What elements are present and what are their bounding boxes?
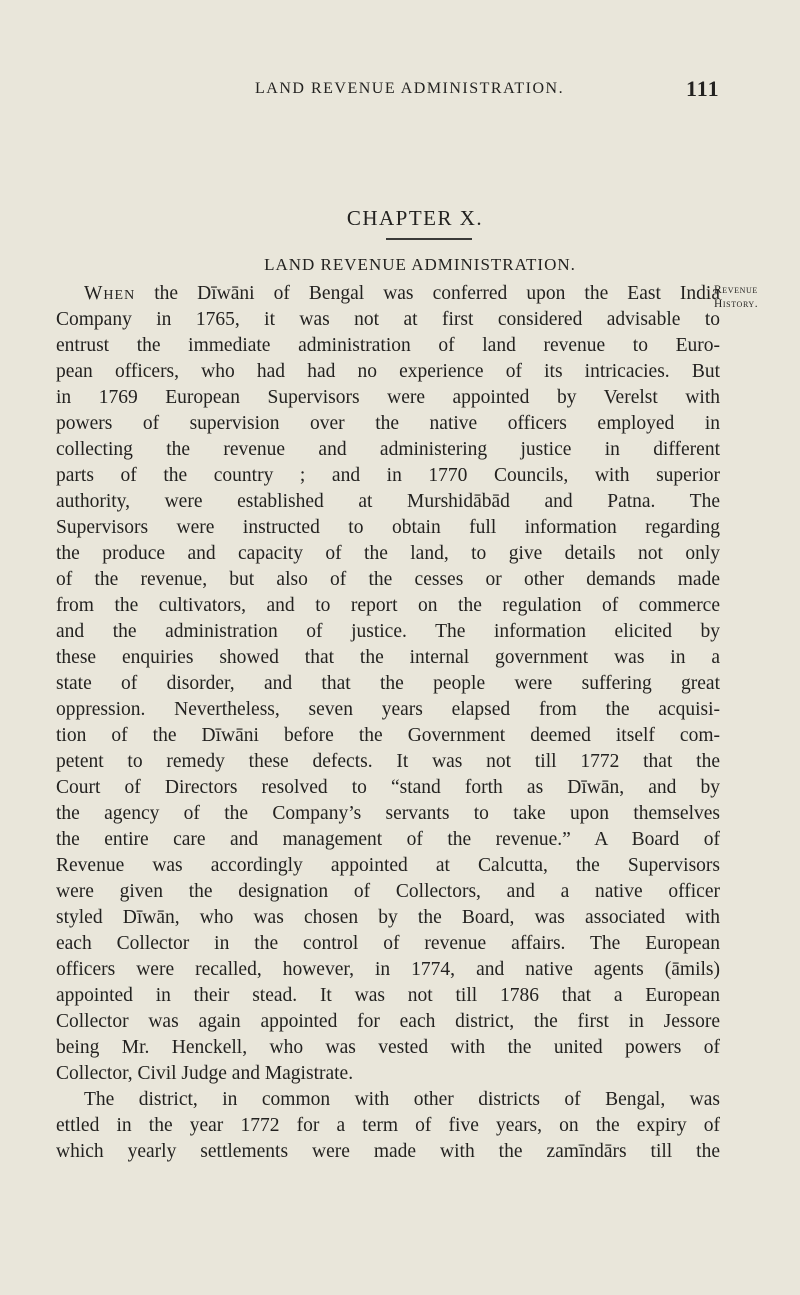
paragraph-line: styled Dīwān, who was chosen by the Board, was associated with — [56, 907, 720, 928]
margin-note-line: Revenue — [714, 284, 758, 296]
paragraph-line: and the administration of justice. The information elicited by — [56, 621, 720, 642]
paragraph-line — [56, 281, 720, 307]
paragraph-line: pean officers, who had had no experience of its intricacies. But — [56, 361, 720, 382]
paragraph-line: entrust the immediate administration of land revenue to Euro- — [56, 335, 720, 356]
paragraph-line: from the cultivators, and to report on the regulation of commerce — [56, 595, 720, 616]
paragraph-line: Company in 1765, it was not at first considered advisable to — [56, 309, 720, 330]
chapter-title: CHAPTER X. — [346, 206, 484, 230]
paragraph-line: the produce and capacity of the land, to give details not only — [56, 543, 720, 564]
body-text — [56, 281, 720, 1165]
paragraph-1 — [56, 281, 720, 1087]
page-number: 111 — [686, 76, 720, 101]
paragraph-line: these enquiries showed that the internal government was in a — [56, 647, 720, 668]
paragraph-line: of the revenue, but also of the cesses or other demands made — [56, 569, 720, 590]
running-head: LAND REVENUE ADMINISTRATION. — [255, 80, 565, 97]
paragraph-line: collecting the revenue and administering justice in different — [56, 439, 720, 460]
section-title: LAND REVENUE ADMINISTRATION. — [264, 255, 576, 274]
paragraph-line: Collector, Civil Judge and Magistrate. — [56, 1063, 354, 1084]
paragraph-line: were given the designation of Collectors, and a native officer — [56, 881, 720, 902]
paragraph-2 — [56, 1087, 720, 1165]
margin-note — [714, 283, 796, 311]
paragraph-line: The district, in common with other districts of Bengal, was — [84, 1089, 720, 1110]
opening-word: When — [84, 283, 136, 304]
paragraph-line: oppression. Nevertheless, seven years elapsed from the acquisi- — [56, 699, 720, 720]
paragraph-line: ettled in the year 1772 for a term of five years, on the expiry of — [56, 1115, 720, 1136]
paragraph-line: officers were recalled, however, in 1774, and native agents (āmils) — [56, 959, 720, 980]
margin-note-line: History. — [714, 298, 759, 310]
paragraph-line: tion of the Dīwāni before the Government deemed itself com- — [56, 725, 720, 746]
paragraph-line: authority, were established at Murshidābād and Patna. The — [56, 491, 720, 512]
paragraph-line: Revenue was accordingly appointed at Calcutta, the Supervisors — [56, 855, 720, 876]
paragraph-line: state of disorder, and that the people were suffering great — [56, 673, 720, 694]
paragraph-line: Collector was again appointed for each district, the first in Jessore — [56, 1011, 720, 1032]
paragraph-line: appointed in their stead. It was not till 1786 that a European — [56, 985, 720, 1006]
paragraph-line: being Mr. Henckell, who was vested with the united powers of — [56, 1037, 720, 1058]
paragraph-line: each Collector in the control of revenue affairs. The European — [56, 933, 720, 954]
paragraph-line: powers of supervision over the native officers employed in — [56, 413, 720, 434]
paragraph-line: the agency of the Company’s servants to take upon themselves — [56, 803, 720, 824]
paragraph-line: the entire care and management of the revenue.” A Board of — [56, 829, 720, 850]
paragraph-line: in 1769 European Supervisors were appointed by Verelst with — [56, 387, 720, 408]
chapter-rule — [386, 238, 472, 240]
paragraph-line: petent to remedy these defects. It was not till 1772 that the — [56, 751, 720, 772]
paragraph-line: Supervisors were instructed to obtain full information regarding — [56, 517, 720, 538]
paragraph-line: which yearly settlements were made with the zamīndārs till the — [56, 1141, 720, 1162]
paragraph-line-text: the Dīwāni of Bengal was conferred upon the East India — [135, 283, 720, 304]
paragraph-line: Court of Directors resolved to “stand forth as Dīwān, and by — [56, 777, 720, 798]
paragraph-line: parts of the country ; and in 1770 Councils, with superior — [56, 465, 720, 486]
